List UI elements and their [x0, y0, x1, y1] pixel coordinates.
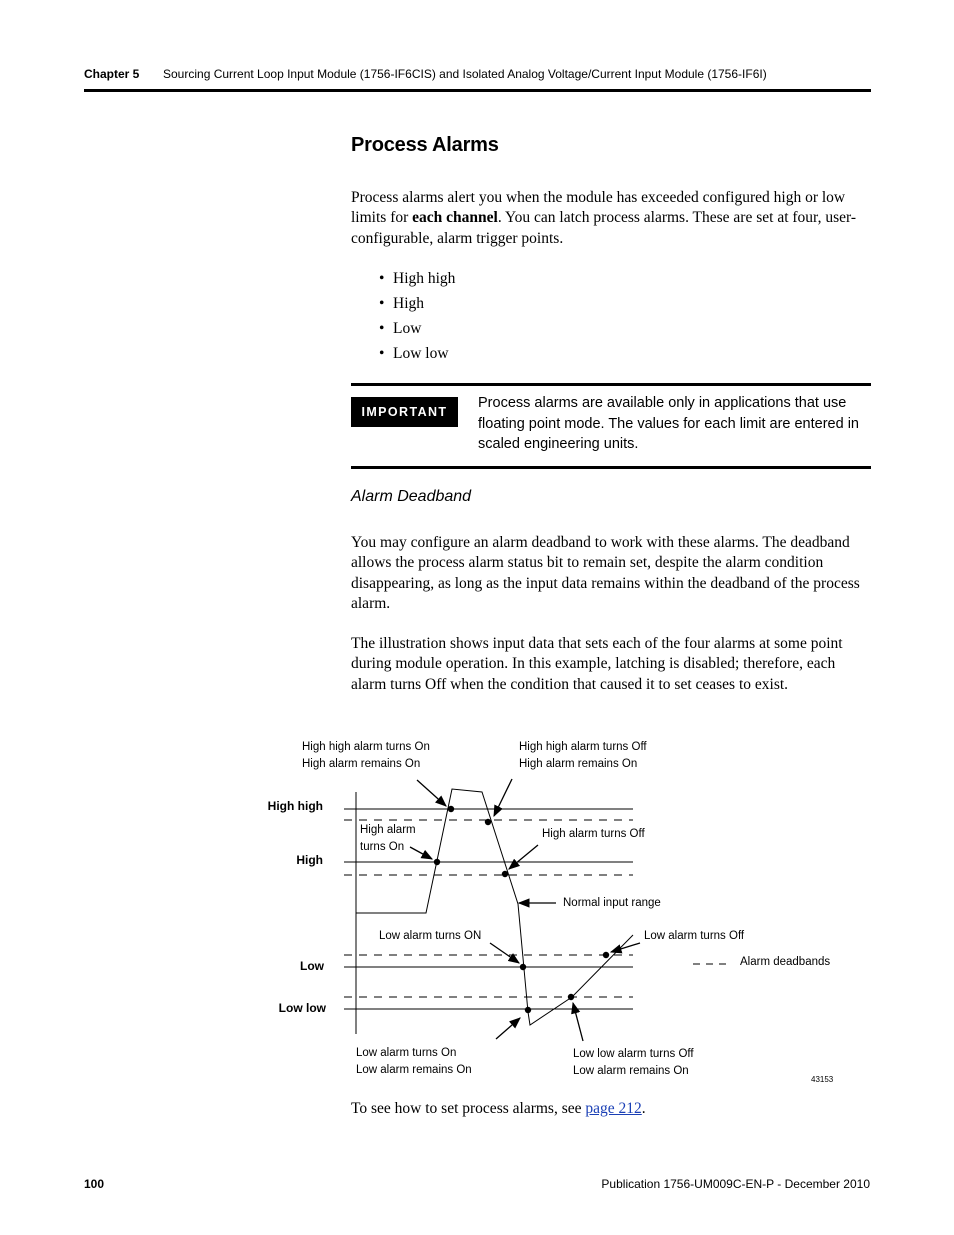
label-hh-off-1: High high alarm turns Off: [519, 741, 647, 753]
list-item: • High high: [379, 268, 455, 293]
important-badge: IMPORTANT: [351, 397, 458, 427]
page-number: 100: [84, 1177, 105, 1191]
subheading-alarm-deadband: Alarm Deadband: [351, 488, 472, 505]
intro-bold: each channel: [412, 209, 498, 227]
callout-arrows: [410, 779, 640, 1041]
label-l-on: Low alarm turns ON: [379, 930, 482, 942]
label-hh-on-1: High high alarm turns On: [302, 741, 430, 753]
see-also-text: To see how to set process alarms, see: [351, 1100, 586, 1117]
chapter-title: Sourcing Current Loop Input Module (1756-IF6CIS) and Isolated Analog Voltage/Current Input Module (1756-IF6I): [163, 67, 767, 81]
level-labels: [268, 799, 327, 1015]
publication-info: Publication 1756-UM009C-EN-P - December 2010: [601, 1177, 870, 1191]
label-h-on-2: turns On: [360, 841, 405, 853]
label-h-off: High alarm turns Off: [542, 828, 645, 840]
process-alarm-diagram: [256, 732, 856, 1092]
header-rule: [84, 89, 871, 92]
alarm-trigger-list: [379, 268, 455, 368]
label-deadbands: Alarm deadbands: [740, 956, 831, 968]
callout-labels: [302, 741, 830, 1077]
label-ll-off-2: Low alarm remains On: [573, 1065, 689, 1077]
list-item: • Low low: [379, 343, 455, 368]
level-low-low: Low low: [278, 1001, 326, 1015]
label-hh-off-2: High alarm remains On: [519, 758, 638, 770]
label-ll-on-2: Low alarm remains On: [356, 1064, 472, 1076]
important-rule-bottom: [351, 466, 871, 469]
level-high: High: [296, 853, 323, 867]
see-also-paragraph: [351, 1100, 646, 1118]
label-l-off: Low alarm turns Off: [644, 930, 745, 942]
list-item: • High: [379, 293, 455, 318]
see-also-end: .: [641, 1100, 646, 1117]
figure-number: 43153: [811, 1075, 834, 1084]
deadband-paragraph: You may configure an alarm deadband to work with these alarms. The deadband allows the process alarm status bit to remain set, despite the alarm condition disappearing, as long as the input data remains within the deadband of the process alarm.: [351, 534, 860, 612]
level-low: Low: [300, 959, 324, 973]
intro-text-1: Process alarms alert you when the module has exceeded configured high or low limits for: [351, 189, 846, 227]
label-hh-on-2: High alarm remains On: [302, 758, 421, 770]
list-item: • Low: [379, 318, 455, 343]
level-high-high: High high: [267, 799, 323, 813]
section-title: Process Alarms: [351, 134, 499, 156]
important-text: Process alarms are available only in applications that use floating point mode. The values for each limit are entered in scaled engineering units.: [478, 395, 859, 452]
chapter-label: Chapter 5: [84, 67, 140, 81]
label-normal-range: Normal input range: [563, 897, 661, 909]
intro-paragraph: [351, 188, 871, 249]
page-link[interactable]: page 212: [585, 1100, 642, 1117]
important-rule-top: [351, 383, 871, 386]
label-ll-on-1: Low alarm turns On: [356, 1047, 457, 1059]
intro-text-2: . You can latch process alarms. These are set at four, user-configurable, alarm trigger points.: [351, 209, 857, 247]
label-ll-off-1: Low low alarm turns Off: [573, 1048, 694, 1060]
illustration-paragraph: The illustration shows input data that sets each of the four alarms at some point during module operation. In this example, latching is disabled; therefore, each alarm turns Off when the condition that caused it to set ceases to exist.: [351, 635, 843, 693]
label-h-on-1: High alarm: [360, 824, 416, 836]
